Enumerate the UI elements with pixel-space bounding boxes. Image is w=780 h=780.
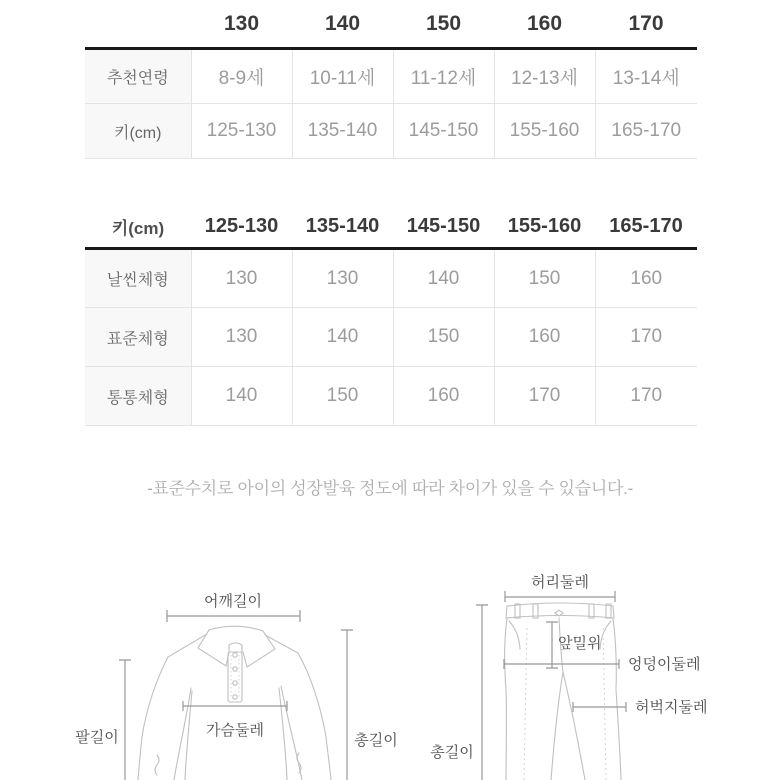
age-size-table: [85, 0, 697, 159]
table-row-age: [85, 49, 697, 104]
row-label: 추천연령: [85, 49, 191, 104]
size-cell: 170: [595, 367, 697, 426]
button-icon: [233, 681, 237, 685]
height-col-header: 145-150: [393, 205, 494, 249]
size-cell: 160: [595, 249, 697, 308]
height-header-row: [85, 205, 697, 249]
size-col-header: 170: [595, 0, 697, 49]
arm-length-label: 팔길이: [75, 729, 119, 746]
age-cell: 8-9세: [191, 49, 292, 104]
row-label: 키(cm): [85, 104, 191, 159]
height-col-header: 165-170: [595, 205, 697, 249]
waist-girth-label: 허리둘레: [531, 574, 589, 591]
size-disclaimer-note: -표준수치로 아이의 성장발육 정도에 따라 차이가 있을 수 있습니다.-: [147, 479, 633, 498]
size-cell: 140: [292, 308, 393, 367]
height-col-header: 125-130: [191, 205, 292, 249]
size-header-row: [85, 0, 697, 49]
pocket-curve: [509, 621, 520, 649]
table-row-chubby: [85, 367, 697, 426]
size-cell: 130: [292, 249, 393, 308]
hip-girth-label: 엉덩이둘레: [628, 656, 701, 673]
pants-measurement-diagram: [420, 550, 780, 780]
size-col-header: 160: [494, 0, 595, 49]
size-cell: 140: [191, 367, 292, 426]
thigh-girth-label: 허벅지둘레: [635, 699, 708, 716]
size-cell: 150: [393, 308, 494, 367]
age-cell: 11-12세: [393, 49, 494, 104]
height-cell: 135-140: [292, 104, 393, 159]
size-cell: 160: [494, 308, 595, 367]
size-cell: 140: [393, 249, 494, 308]
row-label: 통통체형: [85, 367, 191, 426]
size-col-header: 140: [292, 0, 393, 49]
row-label: 날씬체형: [85, 249, 191, 308]
table-row-standard: [85, 308, 697, 367]
size-cell: 170: [595, 308, 697, 367]
row-label: 표준체형: [85, 308, 191, 367]
size-cell: 130: [191, 249, 292, 308]
size-col-header: 150: [393, 0, 494, 49]
size-cell: 130: [191, 308, 292, 367]
button-icon: [233, 667, 237, 671]
age-cell: 13-14세: [595, 49, 697, 104]
age-cell: 10-11세: [292, 49, 393, 104]
button-icon: [233, 695, 237, 699]
size-cell: 170: [494, 367, 595, 426]
pants-drawing: [505, 603, 621, 780]
height-header-label: 키(cm): [85, 205, 191, 249]
height-cell: 145-150: [393, 104, 494, 159]
height-cell: 155-160: [494, 104, 595, 159]
height-cell: 165-170: [595, 104, 697, 159]
pocket-curve: [600, 621, 611, 649]
pants-total-length-label: 총길이: [430, 744, 474, 761]
size-cell: 150: [494, 249, 595, 308]
height-cell: 125-130: [191, 104, 292, 159]
size-cell: 160: [393, 367, 494, 426]
chest-girth-label: 가슴둘레: [206, 722, 264, 739]
shirt-total-length-label: 총길이: [354, 732, 398, 749]
shoulder-length-label: 어깨길이: [204, 593, 262, 610]
table-row-slim: [85, 249, 697, 308]
button-icon: [233, 653, 237, 657]
shirt-drawing: [138, 626, 331, 780]
body-type-table: [85, 205, 697, 426]
shirt-measurement-diagram: [40, 585, 410, 780]
corner-cell: [85, 0, 191, 49]
height-col-header: 155-160: [494, 205, 595, 249]
height-col-header: 135-140: [292, 205, 393, 249]
age-cell: 12-13세: [494, 49, 595, 104]
size-cell: 150: [292, 367, 393, 426]
pants-measure-lines: [476, 591, 626, 780]
belt-loop: [515, 604, 520, 618]
front-rise-label: 앞밀위: [558, 635, 602, 652]
size-col-header: 130: [191, 0, 292, 49]
table-row-height: [85, 104, 697, 159]
